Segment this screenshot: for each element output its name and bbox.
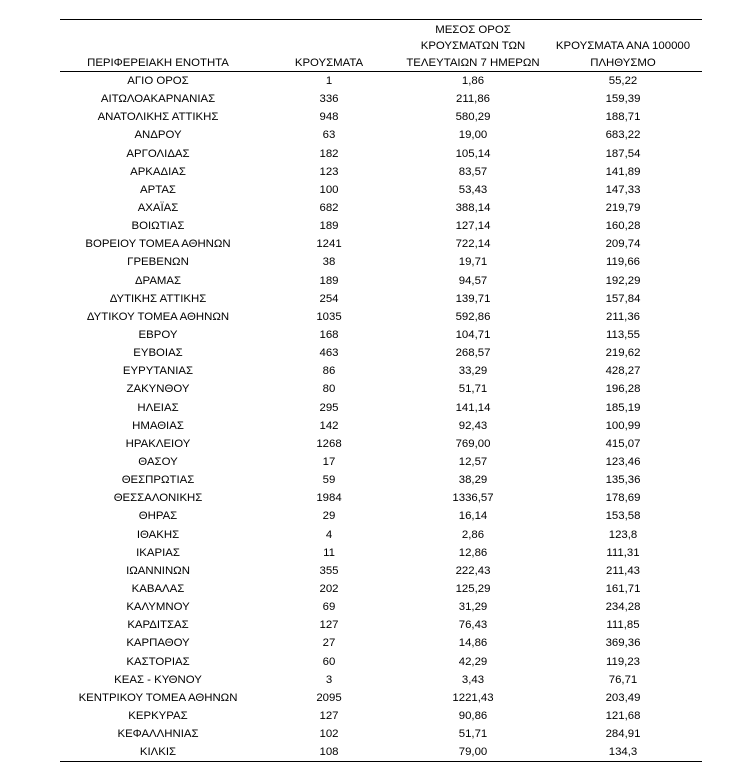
cell-per100k: 211,36	[606, 310, 640, 323]
cell-cases: 948	[319, 111, 339, 124]
cell-region: ΚΕΝΤΡΙΚΟΥ ΤΟΜΕΑ ΑΘΗΝΩΝ	[78, 691, 238, 704]
table-row	[60, 362, 702, 380]
table-row	[60, 417, 702, 435]
cell-avg7: 388,14	[455, 201, 491, 214]
cell-cases: 4	[325, 528, 333, 541]
cell-per100k: 192,29	[605, 274, 641, 287]
cell-cases: 102	[319, 728, 339, 741]
cell-region: ΙΩΑΝΝΙΝΩΝ	[126, 564, 190, 577]
cell-cases: 254	[319, 292, 339, 305]
cell-per100k: 159,39	[605, 93, 641, 106]
cell-per100k: 196,28	[605, 383, 641, 396]
cell-per100k: 119,66	[606, 256, 640, 269]
table-row	[60, 108, 702, 126]
cell-cases: 127	[319, 709, 339, 722]
table-row	[60, 181, 702, 199]
cell-per100k: 141,89	[605, 165, 641, 178]
table-row	[60, 634, 702, 652]
cell-per100k: 178,69	[605, 492, 641, 505]
cell-region: ΗΛΕΙΑΣ	[137, 401, 179, 414]
cell-region: ΑΙΤΩΛΟΑΚΑΡΝΑΝΙΑΣ	[100, 93, 216, 106]
table-row	[60, 743, 702, 762]
table-row	[60, 72, 702, 91]
cell-region: ΒΟΙΩΤΙΑΣ	[131, 220, 185, 233]
cell-per100k: 188,71	[605, 111, 641, 124]
table-row	[60, 217, 702, 235]
cell-region: ΗΡΑΚΛΕΙΟΥ	[125, 437, 191, 450]
cell-region: ΚΕΦΑΛΛΗΝΙΑΣ	[117, 728, 199, 741]
cell-cases: 142	[319, 419, 339, 432]
cell-cases: 1241	[316, 238, 342, 251]
cell-region: ΚΑΒΑΛΑΣ	[131, 582, 185, 595]
table-row	[60, 707, 702, 725]
cell-per100k: 219,62	[605, 347, 641, 360]
cell-region: ΘΗΡΑΣ	[138, 510, 178, 523]
cell-avg7: 19,71	[458, 256, 488, 269]
cell-region: ΕΥΡΥΤΑΝΙΑΣ	[122, 365, 194, 378]
cell-cases: 1	[325, 75, 333, 87]
cell-region: ΔΡΑΜΑΣ	[134, 274, 182, 287]
cell-avg7: 16,14	[458, 510, 488, 523]
cell-per100k: 211,43	[606, 564, 640, 577]
cell-per100k: 123,46	[605, 455, 641, 468]
table-row	[60, 616, 702, 634]
cell-cases: 182	[319, 147, 339, 160]
cell-region: ΑΡΤΑΣ	[140, 183, 176, 196]
cell-region: ΑΓΙΟ ΟΡΟΣ	[127, 75, 189, 87]
table-row	[60, 507, 702, 525]
cell-per100k: 161,71	[605, 582, 641, 595]
cell-cases: 60	[322, 655, 336, 668]
cell-avg7: 79,00	[402, 743, 544, 762]
table-row	[60, 671, 702, 689]
table-row	[60, 326, 702, 344]
cell-cases: 17	[322, 455, 336, 468]
cell-region: ΔΥΤΙΚΗΣ ΑΤΤΙΚΗΣ	[109, 292, 207, 305]
cell-avg7: 51,71	[458, 383, 488, 396]
cell-per100k: 157,84	[605, 292, 641, 305]
cell-cases: 29	[322, 510, 336, 523]
cell-cases: 682	[319, 201, 339, 214]
table-row	[60, 489, 702, 507]
cell-per100k: 100,99	[605, 419, 641, 432]
cell-avg7: 92,43	[458, 419, 488, 432]
cell-per100k: 119,23	[606, 655, 640, 668]
cell-per100k: 135,36	[605, 474, 641, 487]
cell-cases: 123	[319, 165, 339, 178]
table-row	[60, 598, 702, 616]
cell-region: ΑΡΓΟΛΙΔΑΣ	[126, 147, 190, 160]
cell-region: ΙΘΑΚΗΣ	[136, 528, 180, 541]
cell-region: ΚΑΛΥΜΝΟΥ	[126, 601, 190, 614]
cell-avg7: 31,29	[458, 601, 488, 614]
cell-per100k: 187,54	[605, 147, 641, 160]
cell-cases: 38	[322, 256, 336, 269]
cases-table-sheet	[60, 19, 702, 762]
cell-region: ΗΜΑΘΙΑΣ	[132, 419, 184, 432]
cell-region: ΑΝΔΡΟΥ	[134, 129, 182, 142]
table-row	[60, 126, 702, 144]
cell-per100k: 153,58	[605, 510, 641, 523]
cell-region: ΚΑΡΔΙΤΣΑΣ	[127, 619, 189, 632]
table-row	[60, 344, 702, 362]
cell-per100k: 134,3	[544, 743, 702, 762]
cell-cases: 189	[319, 274, 339, 287]
table-body	[60, 72, 702, 762]
cell-avg7: 222,43	[455, 564, 491, 577]
table-row	[60, 725, 702, 743]
cell-cases: 295	[319, 401, 339, 414]
cell-cases: 80	[322, 383, 336, 396]
cell-region: ΔΥΤΙΚΟΥ ΤΟΜΕΑ ΑΘΗΝΩΝ	[86, 310, 230, 323]
cell-cases: 463	[319, 347, 339, 360]
table-row	[60, 399, 702, 417]
cell-region: ΕΒΡΟΥ	[138, 328, 178, 341]
cell-region: ΘΕΣΠΡΩΤΙΑΣ	[121, 474, 195, 487]
cell-region: ΚΕΑΣ - ΚΥΘΝΟΥ	[114, 673, 202, 686]
table-header-row	[60, 20, 702, 72]
cell-per100k: 55,22	[608, 75, 638, 87]
cell-per100k: 121,68	[605, 709, 641, 722]
cell-region: ΑΧΑΪΑΣ	[137, 201, 179, 214]
cell-avg7: 90,86	[458, 709, 488, 722]
cell-per100k: 76,71	[608, 673, 638, 686]
cell-region: ΚΙΛΚΙΣ	[60, 743, 256, 762]
cell-per100k: 160,28	[605, 220, 641, 233]
cell-per100k: 111,85	[606, 619, 640, 632]
cell-avg7: 83,57	[458, 165, 488, 178]
cell-avg7: 94,57	[458, 274, 488, 287]
cell-per100k: 369,36	[605, 637, 641, 650]
cell-avg7: 104,71	[455, 328, 491, 341]
cell-cases: 127	[319, 619, 339, 632]
cell-cases: 100	[319, 183, 339, 196]
cell-cases: 3	[325, 673, 333, 686]
table-row	[60, 308, 702, 326]
cell-avg7: 105,14	[455, 147, 491, 160]
cases-table	[60, 20, 702, 762]
cell-avg7: 722,14	[455, 238, 491, 251]
cell-per100k: 428,27	[605, 365, 641, 378]
cell-avg7: 592,86	[455, 310, 491, 323]
cell-region: ΘΕΣΣΑΛΟΝΙΚΗΣ	[113, 492, 203, 505]
table-row	[60, 453, 702, 471]
cell-avg7: 14,86	[458, 637, 488, 650]
table-row	[60, 272, 702, 290]
cell-cases: 86	[322, 365, 336, 378]
cell-cases: 2095	[316, 691, 342, 704]
cell-cases: 69	[322, 601, 336, 614]
cell-avg7: 19,00	[458, 129, 488, 142]
cell-cases: 1035	[316, 310, 342, 323]
cell-avg7: 12,57	[458, 455, 488, 468]
cell-avg7: 53,43	[458, 183, 488, 196]
cell-region: ΓΡΕΒΕΝΩΝ	[127, 256, 189, 269]
table-row	[60, 380, 702, 398]
cell-per100k: 185,19	[605, 401, 641, 414]
cell-avg7: 580,29	[455, 111, 491, 124]
header-avg7: ΜΕΣΟΣ ΟΡΟΣ ΚΡΟΥΣΜΑΤΩΝ ΤΩΝ ΤΕΛΕΥΤΑΙΩΝ 7 ΗΜΕΡΩΝ	[402, 20, 544, 72]
cell-per100k: 284,91	[605, 728, 641, 741]
cell-region: ΕΥΒΟΙΑΣ	[133, 347, 183, 360]
cell-avg7: 141,14	[455, 401, 491, 414]
cell-per100k: 415,07	[605, 437, 641, 450]
cell-per100k: 683,22	[605, 129, 641, 142]
cell-region: ΚΕΡΚΥΡΑΣ	[128, 709, 188, 722]
table-row	[60, 580, 702, 598]
cell-region: ΚΑΡΠΑΘΟΥ	[126, 637, 190, 650]
cell-avg7: 139,71	[455, 292, 491, 305]
cell-cases: 1984	[316, 492, 342, 505]
cell-avg7: 769,00	[455, 437, 491, 450]
cell-cases: 108	[256, 743, 402, 762]
cell-cases: 336	[319, 93, 339, 106]
table-row	[60, 90, 702, 108]
cell-region: ΖΑΚΥΝΘΟΥ	[126, 383, 190, 396]
cell-cases: 168	[319, 328, 339, 341]
table-row	[60, 235, 702, 253]
table-row	[60, 145, 702, 163]
header-cases: ΚΡΟΥΣΜΑΤΑ	[256, 20, 402, 72]
cell-cases: 1268	[316, 437, 342, 450]
header-region: ΠΕΡΙΦΕΡΕΙΑΚΗ ΕΝΟΤΗΤΑ	[60, 20, 256, 72]
cell-avg7: 125,29	[455, 582, 491, 595]
cell-avg7: 3,43	[461, 673, 485, 686]
cell-per100k: 234,28	[605, 601, 641, 614]
table-row	[60, 689, 702, 707]
cell-region: ΚΑΣΤΟΡΙΑΣ	[126, 655, 190, 668]
cell-cases: 355	[319, 564, 339, 577]
cell-region: ΑΝΑΤΟΛΙΚΗΣ ΑΤΤΙΚΗΣ	[97, 111, 219, 124]
cell-avg7: 1,86	[461, 75, 485, 87]
table-row	[60, 471, 702, 489]
cell-avg7: 268,57	[455, 347, 491, 360]
cell-avg7: 1221,43	[452, 691, 494, 704]
cell-cases: 202	[319, 582, 339, 595]
cell-region: ΘΑΣΟΥ	[138, 455, 178, 468]
cell-region: ΒΟΡΕΙΟΥ ΤΟΜΕΑ ΑΘΗΝΩΝ	[85, 238, 231, 251]
table-row	[60, 435, 702, 453]
cell-cases: 63	[322, 129, 336, 142]
cell-avg7: 38,29	[458, 474, 488, 487]
cell-per100k: 111,31	[606, 546, 640, 559]
cell-avg7: 2,86	[461, 528, 485, 541]
cell-region: ΙΚΑΡΙΑΣ	[136, 546, 180, 559]
header-per100k: ΚΡΟΥΣΜΑΤΑ ΑΝΑ 100000 ΠΛΗΘΥΣΜΟ	[544, 20, 702, 72]
table-row	[60, 653, 702, 671]
table-row	[60, 562, 702, 580]
table-row	[60, 253, 702, 271]
cell-region: ΑΡΚΑΔΙΑΣ	[130, 165, 186, 178]
cell-avg7: 12,86	[458, 546, 488, 559]
cell-cases: 59	[322, 474, 336, 487]
cell-avg7: 33,29	[458, 365, 488, 378]
cell-per100k: 147,33	[605, 183, 641, 196]
table-row	[60, 163, 702, 181]
cell-per100k: 203,49	[605, 691, 641, 704]
table-row	[60, 526, 702, 544]
cell-cases: 11	[323, 546, 335, 559]
cell-avg7: 1336,57	[452, 492, 494, 505]
cell-per100k: 219,79	[605, 201, 641, 214]
cell-per100k: 113,55	[606, 328, 640, 341]
cell-cases: 189	[319, 220, 339, 233]
table-row	[60, 290, 702, 308]
table-row	[60, 544, 702, 562]
cell-per100k: 123,8	[608, 528, 638, 541]
cell-avg7: 76,43	[458, 619, 488, 632]
cell-cases: 27	[322, 637, 336, 650]
table-row	[60, 199, 702, 217]
cell-avg7: 42,29	[458, 655, 488, 668]
cell-avg7: 211,86	[456, 93, 490, 106]
cell-avg7: 51,71	[458, 728, 488, 741]
cell-avg7: 127,14	[455, 220, 491, 233]
cell-per100k: 209,74	[605, 238, 641, 251]
